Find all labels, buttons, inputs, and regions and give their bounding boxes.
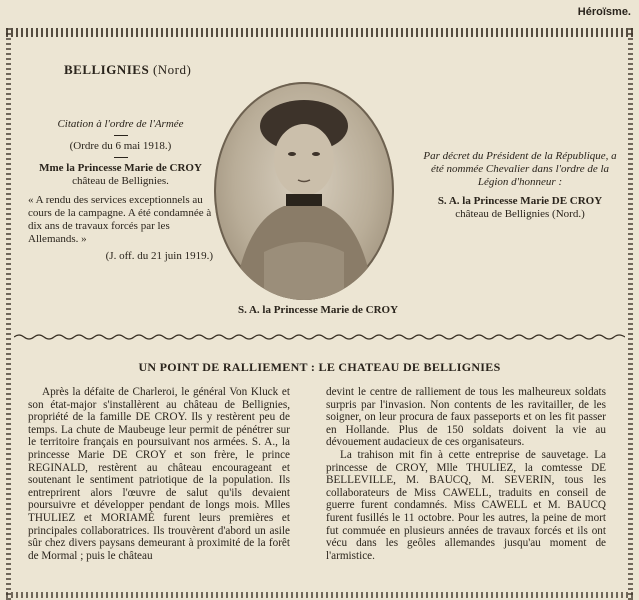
article-paragraph: devint le centre de ralliement de tous les malheureux soldats surpris par l'invasion. Non contents de les ravitailler, de les soigner, on leur procura de faux passeports et on les fit passer en Hollande. Plus de 150 soldats doivent la vie au dévouement audacieux de ces organisateurs.	[326, 386, 606, 449]
right-ornament-border	[628, 28, 633, 600]
citation-quote: « A rendu des services exceptionnels au cours de la campagne. A été condamnée à dix ans de travaux forcés par les Allemands. »	[28, 194, 212, 245]
article-paragraph: La trahison mit fin à cette entreprise de sauvetage. La princesse de CROY, Mlle THULIEZ, la comtesse DE BELLEVILLE, M. BAUCQ, M. SEVERIN, tous les collaborateurs de Miss CAWELL, traduits en conseil de guerre furent condamnés. Miss CAWELL et M. BAUCQ furent fusillés le 11 octobre. Pour les autres, la peine de mort fut commuée en plusieurs années de travaux forcés et ils ont vécu dans les geôles allemandes jusqu'au moment de l'armistice.	[326, 448, 606, 562]
bottom-ornament-border	[6, 592, 633, 598]
portrait-illustration	[214, 82, 394, 300]
dash-divider	[114, 135, 128, 136]
article-paragraph: Après la défaite de Charleroi, le général Von Kluck et son état-major s'installèrent au château de Bellignies, propriété de la famille DE CROY. Ils y restèrent peu de temps. La chute de Maubeuge leur permit de pénétrer sur le territoire français en poursuivant nos armées. S. A., la princesse Marie DE CROY et son frère, le prince REGINALD, restèrent au château encourageant et soutenant le sentiment patriotique de la population. Ils entreprirent alors l'œuvre de salut qu'ils devaient poursuivre et développer pendant de longs mois. Mlles THULIEZ et MORIAMÉ furent leurs premières et principales collaboratrices. Ils trouvèrent d'abord un asile sûr chez divers paysans demeurant à proximité de la forêt de Mormal ; puis le château	[28, 386, 290, 562]
left-ornament-border	[6, 28, 11, 600]
decree-name: S. A. la Princesse Marie DE CROY	[437, 195, 603, 207]
portrait-caption: S. A. la Princesse Marie de CROY	[237, 304, 399, 316]
article-left-column	[28, 386, 290, 562]
citation-journal: (J. off. du 21 juin 1919.)	[105, 250, 213, 262]
region-title	[64, 62, 191, 78]
citation-name: Mme la Princesse Marie de CROY	[39, 162, 202, 174]
article-title: UN POINT DE RALLIEMENT : LE CHATEAU DE BELLIGNIES	[138, 360, 501, 374]
dash-divider	[114, 157, 128, 158]
citation-heading: Citation à l'ordre de l'Armée	[57, 118, 184, 130]
portrait-photo	[214, 82, 394, 300]
article-right-column	[326, 386, 606, 562]
region-name: BELLIGNIES	[64, 62, 150, 77]
citation-place: château de Bellignies.	[72, 175, 169, 187]
citation-order-date: (Ordre du 6 mai 1918.)	[69, 140, 172, 152]
region-dept: (Nord)	[152, 62, 192, 77]
wave-divider	[14, 333, 625, 341]
decree-place: château de Bellignies (Nord.)	[455, 208, 585, 220]
top-ornament-border	[6, 28, 633, 37]
citation-block	[28, 118, 213, 263]
decree-block	[420, 150, 620, 221]
section-label: Héroïsme.	[577, 6, 631, 18]
decree-text: Par décret du Président de la République, a été nommée Chevalier dans l'ordre de la Légion d'honneur :	[423, 150, 617, 188]
